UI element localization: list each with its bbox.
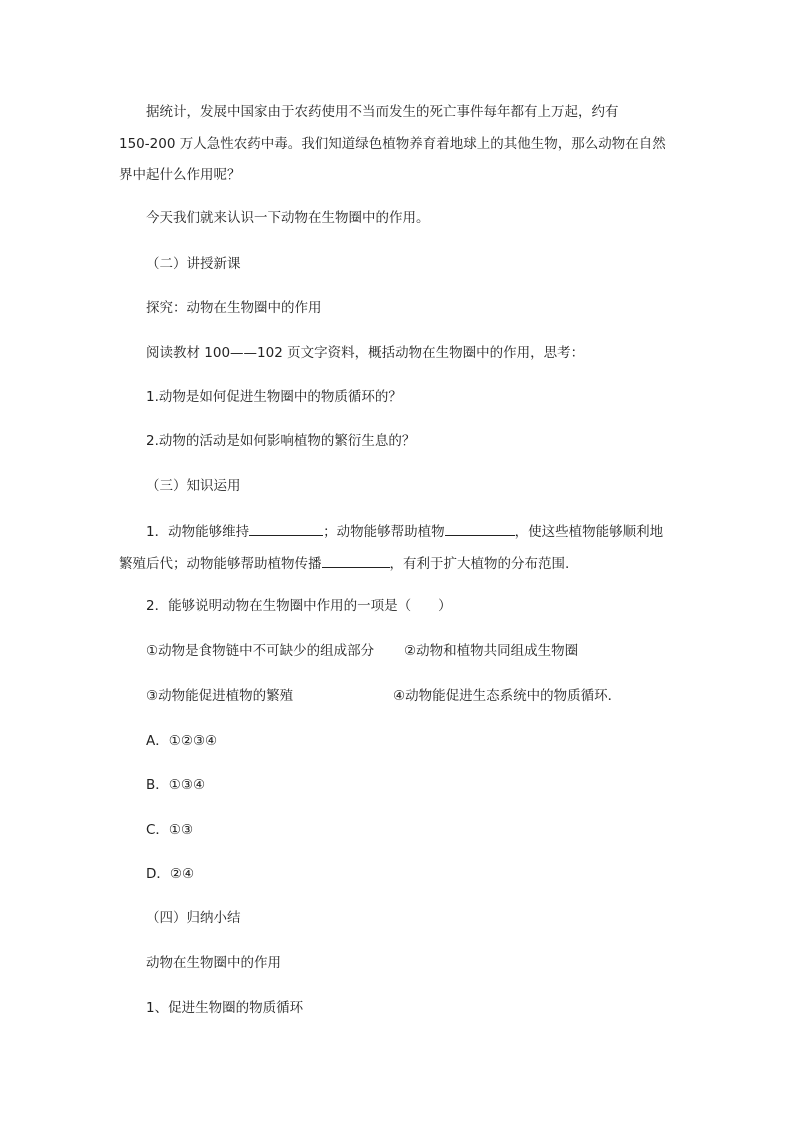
section-heading-4: （四）归纳小结 [146, 910, 241, 926]
exercise-1-text-a: 1．动物能够维持 [146, 524, 250, 540]
exercise-1-text-e: ，有利于扩大植物的分布范围. [389, 556, 570, 572]
statement-1: ①动物是食物链中不可缺少的组成部分 [146, 643, 375, 659]
option-c: C．①③ [146, 822, 194, 838]
summary-title: 动物在生物圈中的作用 [146, 955, 281, 971]
option-a: A．①②③④ [146, 733, 218, 749]
option-b: B．①③④ [146, 777, 206, 793]
question-2: 2.动物的活动是如何影响植物的繁衍生息的？ [146, 433, 416, 449]
statement-3: ③动物能促进植物的繁殖 [146, 688, 294, 704]
explore-heading: 探究：动物在生物圈中的作用 [146, 300, 322, 316]
fill-blank-3[interactable] [322, 552, 390, 568]
question-1: 1.动物是如何促进生物圈中的物质循环的？ [146, 389, 402, 405]
exercise-1-text-c: ，使这些植物能够顺利地 [514, 524, 664, 540]
exercise-2-stem: 2．能够说明动物在生物圈中作用的一项是（ ） [146, 598, 452, 614]
intro-line-2: 150-200 万人急性农药中毒。我们知道绿色植物养育着地球上的其他生物，那么动物在自然 [119, 136, 666, 152]
reading-instruction: 阅读教材 100——102 页文字资料，概括动物在生物圈中的作用，思考： [146, 345, 585, 361]
exercise-2-statements-row-2 [146, 686, 622, 706]
intro-line-3: 界中起什么作用呢？ [119, 167, 241, 183]
exercise-1-text-b: ；动物能够帮助植物 [323, 524, 445, 540]
today-paragraph: 今天我们就来认识一下动物在生物圈中的作用。 [146, 210, 430, 226]
summary-point-1: 1、促进生物圈的物质循环 [146, 1000, 304, 1016]
exercise-2-statements-row-1 [146, 641, 579, 661]
section-heading-2: （二）讲授新课 [146, 256, 241, 272]
statement-4: ④动物能促进生态系统中的物质循环． [393, 688, 622, 704]
fill-blank-1[interactable] [249, 520, 323, 536]
exercise-1-line-2 [119, 552, 569, 574]
intro-line-1: 据统计，发展中国家由于农药使用不当而发生的死亡事件每年都有上万起，约有 [146, 104, 619, 120]
exercise-1-text-d: 繁殖后代；动物能够帮助植物传播 [119, 556, 322, 572]
fill-blank-2[interactable] [445, 520, 515, 536]
option-d: D．②④ [146, 866, 195, 882]
section-heading-3: （三）知识运用 [146, 478, 241, 494]
exercise-1-line-1 [146, 520, 663, 542]
statement-2: ②动物和植物共同组成生物圈 [404, 643, 579, 659]
